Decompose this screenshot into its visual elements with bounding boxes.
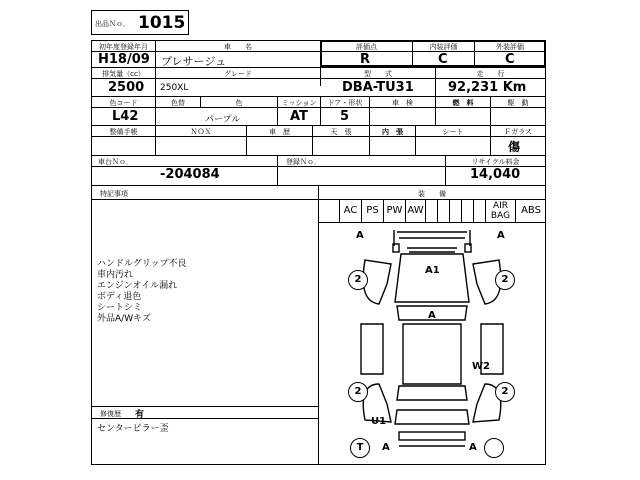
equip-blank-4 — [462, 199, 474, 223]
tire-front-right: 2 — [495, 270, 515, 290]
equip-blank-1 — [426, 199, 438, 223]
damage-mark-front-right: A — [497, 230, 505, 241]
note-line: 外品A/Wキズ — [97, 314, 151, 324]
notes-label: 特記事項 — [100, 190, 128, 198]
chassis-label: 車台Ｎｏ． — [98, 158, 133, 166]
damage-mark-hood: A1 — [425, 265, 440, 276]
damage-mark-front-left: A — [356, 230, 364, 241]
tire-spare: T — [350, 438, 370, 458]
reg-label: 初年度登録年月 — [99, 43, 148, 51]
interior-score-label: 内装評価 — [429, 43, 458, 51]
exterior-score-value: C — [505, 52, 515, 67]
mileage-value: 92,231 Km — [448, 80, 527, 95]
transmission-value: AT — [290, 109, 308, 124]
repair-value: 有 — [135, 410, 145, 420]
tire-rear-left: 2 — [348, 382, 368, 402]
recycle-value: 14,040 — [470, 167, 521, 182]
fuel-label: 燃 料 — [452, 99, 474, 107]
glass-value: 傷 — [508, 140, 521, 154]
model-label: 型 式 — [364, 70, 392, 78]
equip-blank-3 — [450, 199, 462, 223]
damage-mark-rear-right: A — [469, 442, 477, 453]
grade-value: 250XL — [160, 83, 189, 93]
tire-spare-right — [484, 438, 504, 458]
color-change-label: 色替 — [171, 99, 185, 107]
color-value: パープル — [205, 115, 241, 125]
equip-pw: PW — [384, 199, 406, 223]
mileage-label: 走 行 — [476, 70, 505, 78]
doors-value: 5 — [340, 109, 350, 124]
reg-value: H18/09 — [98, 52, 150, 67]
interior-trim-label: 内 張 — [382, 128, 403, 136]
equip-airbag: AIR BAG — [486, 199, 516, 223]
seat-label: シート — [442, 128, 464, 136]
grade-label: グレード — [224, 70, 252, 78]
note-line: シートシミ — [97, 303, 143, 313]
exterior-score-label: 外装評価 — [496, 43, 524, 51]
displacement-value: 2500 — [108, 80, 145, 95]
equip-ps: PS — [362, 199, 384, 223]
damage-mark-rear: U1 — [371, 416, 387, 427]
interior-score-value: C — [438, 52, 448, 67]
note-line: エンジンオイル漏れ — [97, 281, 178, 291]
color-code-label: 色コード — [109, 99, 138, 107]
glass-label: Ｆガラス — [504, 128, 532, 136]
score-label: 評価点 — [356, 43, 377, 51]
equipment-row — [318, 199, 546, 223]
note-line: ハンドルグリップ不良 — [97, 259, 187, 269]
equip-blank-5 — [474, 199, 486, 223]
damage-mark-rear-left: A — [382, 442, 390, 453]
name-label: 車 名 — [224, 43, 252, 51]
transmission-label: ミッション — [281, 99, 317, 107]
model-value: DBA-TU31 — [342, 80, 414, 95]
color-code-value: L42 — [112, 109, 139, 124]
service-book-label: 整備手帳 — [109, 128, 138, 136]
lot-number-box — [91, 10, 189, 35]
tire-rear-right: 2 — [495, 382, 515, 402]
equipment-spacer — [318, 199, 340, 223]
repair-label: 修復歴 — [100, 410, 121, 418]
recycle-label: リサイクル料金 — [471, 158, 520, 166]
equip-aw: AW — [406, 199, 426, 223]
ceiling-label: 天 張 — [330, 128, 352, 136]
notes-list — [97, 259, 186, 325]
inspection-label: 車 検 — [392, 99, 413, 107]
lot-number-value: 1015 — [138, 13, 186, 33]
doors-label: ドア・形状 — [327, 99, 363, 107]
color-label: 色 — [235, 99, 243, 107]
displacement-label: 排気量（cc） — [102, 70, 145, 78]
score-value: R — [360, 52, 371, 67]
equip-blank-2 — [438, 199, 450, 223]
damage-mark-side: W2 — [472, 361, 490, 372]
tire-front-left: 2 — [348, 270, 368, 290]
note-line: ボディ退色 — [97, 292, 142, 302]
chassis-value: -204084 — [160, 167, 220, 182]
name-value: プレサージュ — [161, 55, 227, 68]
reg-no-label: 登録Ｎｏ． — [286, 158, 321, 166]
drive-label: 駆 動 — [507, 99, 529, 107]
car-diagram — [319, 224, 545, 464]
note-line: 車内汚れ — [97, 270, 134, 280]
equipment-label: 装 備 — [418, 190, 446, 198]
equip-ac: AC — [340, 199, 362, 223]
history-label: 車 歴 — [269, 128, 290, 136]
lot-number-label: 出品Ｎｏ． — [95, 20, 130, 28]
nox-label: ＮＯＸ — [190, 128, 212, 136]
damage-mark-roof: A — [428, 310, 436, 321]
equip-abs: ABS — [521, 205, 541, 216]
repair-detail: センターピラー歪 — [97, 424, 169, 434]
